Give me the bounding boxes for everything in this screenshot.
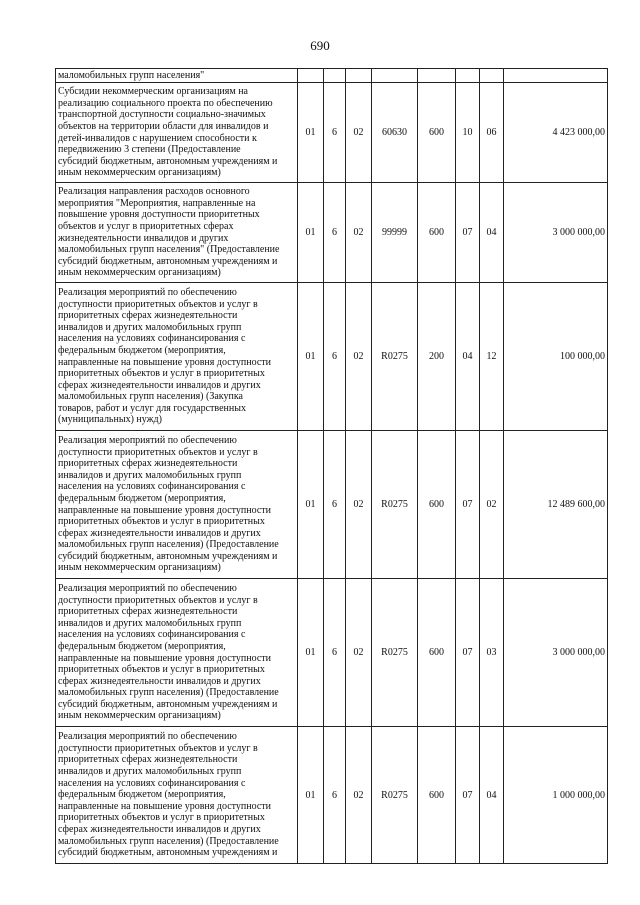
section-code: 07 — [456, 183, 480, 283]
subprogram-code: 6 — [324, 431, 346, 579]
subprogram-code: 6 — [324, 283, 346, 431]
expense-direction-code: R0275 — [372, 579, 418, 727]
page-number: 690 — [310, 38, 330, 53]
table-row — [56, 69, 608, 83]
expense-type-code: 600 — [418, 431, 456, 579]
subprogram-code: 6 — [324, 727, 346, 864]
row-description-text: Реализация направления расходов основного мероприятия "Мероприятия, направленные на повышение уровня доступности приоритетных объектов и услуг в приоритетных сферах жизнедеятельности инвалидов и других маломобильных групп населения" (Предоставление субсидий бюджетным, автономным учреждениям и иным некоммерческим организациям) — [58, 186, 280, 279]
expense-type-code: 600 — [418, 83, 456, 183]
row-amount: 1 000 000,00 — [504, 727, 608, 864]
subsection-code: 12 — [480, 283, 504, 431]
row-amount: 3 000 000,00 — [504, 579, 608, 727]
row-amount: 12 489 600,00 — [504, 431, 608, 579]
main-event-code: 02 — [346, 83, 372, 183]
section-code: 07 — [456, 431, 480, 579]
row-description-text: Реализация мероприятий по обеспечению доступности приоритетных объектов и услуг в приоритетных сферах жизнедеятельности инвалидов и других маломобильных групп населения на условиях софинансирования с федеральным бюджетом (мероприятия, направленные на повышение уровня доступности приоритетных объектов и услуг в приоритетных сферах жизнедеятельности инвалидов и других маломобильных групп населения) (Предоставление субсидий бюджетным, автономным учреждениям и иным некоммерческим организациям) — [58, 582, 279, 722]
expense-direction-code: R0275 — [372, 283, 418, 431]
section-code — [456, 69, 480, 83]
expense-type-code: 600 — [418, 727, 456, 864]
subprogram-code: 6 — [324, 183, 346, 283]
subprogram-code — [324, 69, 346, 83]
subprogram-code: 6 — [324, 83, 346, 183]
section-code: 04 — [456, 283, 480, 431]
program-code: 01 — [298, 283, 324, 431]
subsection-code: 06 — [480, 83, 504, 183]
section-code: 07 — [456, 579, 480, 727]
table-row — [56, 183, 608, 283]
expense-type-code: 600 — [418, 579, 456, 727]
table-row — [56, 579, 608, 727]
row-amount: 4 423 000,00 — [504, 83, 608, 183]
row-description-text: Реализация мероприятий по обеспечению доступности приоритетных объектов и услуг в приоритетных сферах жизнедеятельности инвалидов и других маломобильных групп населения на условиях софинансирования с федеральным бюджетом (мероприятия, направленные на повышение уровня доступности приоритетных объектов и услуг в приоритетных сферах жизнедеятельности инвалидов и других маломобильных групп населения) (Предоставление субсидий бюджетным, автономным учреждениям и — [58, 731, 279, 859]
expense-direction-code: R0275 — [372, 727, 418, 864]
program-code — [298, 69, 324, 83]
row-amount — [504, 69, 608, 83]
main-event-code: 02 — [346, 183, 372, 283]
section-code: 07 — [456, 727, 480, 864]
subsection-code: 04 — [480, 727, 504, 864]
row-description — [56, 283, 298, 431]
main-event-code — [346, 69, 372, 83]
row-description — [56, 579, 298, 727]
program-code: 01 — [298, 579, 324, 727]
table-row — [56, 283, 608, 431]
expense-type-code — [418, 69, 456, 83]
row-description-text: маломобильных групп населения" — [58, 69, 205, 81]
main-event-code: 02 — [346, 727, 372, 864]
expense-direction-code — [372, 69, 418, 83]
table-body — [56, 69, 608, 864]
row-description — [56, 727, 298, 864]
table-row — [56, 83, 608, 183]
subsection-code: 02 — [480, 431, 504, 579]
expense-direction-code: 60630 — [372, 83, 418, 183]
expense-type-code: 600 — [418, 183, 456, 283]
main-event-code: 02 — [346, 431, 372, 579]
row-description-text: Реализация мероприятий по обеспечению доступности приоритетных объектов и услуг в приоритетных сферах жизнедеятельности инвалидов и других маломобильных групп населения на условиях софинансирования с федеральным бюджетом (мероприятия, направленные на повышение уровня доступности приоритетных объектов и услуг в приоритетных сферах жизнедеятельности инвалидов и других маломобильных групп населения) (Закупка товаров, работ и услуг для государственных (муниципальных) нужд) — [58, 286, 271, 426]
expense-direction-code: R0275 — [372, 431, 418, 579]
main-event-code: 02 — [346, 283, 372, 431]
main-event-code: 02 — [346, 579, 372, 727]
program-code: 01 — [298, 431, 324, 579]
subsection-code: 04 — [480, 183, 504, 283]
expense-direction-code: 99999 — [372, 183, 418, 283]
section-code: 10 — [456, 83, 480, 183]
row-amount: 3 000 000,00 — [504, 183, 608, 283]
row-description-text: Субсидии некоммерческим организациям на реализацию социального проекта по обеспечению транспортной доступности социально-значимых объектов на территории области для инвалидов и детей-инвалидов с нарушением способности к передвижению 3 степени (Предоставление субсидий бюджетным, автономным учреждениям и иным некоммерческим организациям) — [58, 86, 278, 179]
row-description — [56, 183, 298, 283]
program-code: 01 — [298, 83, 324, 183]
row-description — [56, 69, 298, 83]
row-description-text: Реализация мероприятий по обеспечению доступности приоритетных объектов и услуг в приоритетных сферах жизнедеятельности инвалидов и других маломобильных групп населения на условиях софинансирования с федеральным бюджетом (мероприятия, направленные на повышение уровня доступности приоритетных объектов и услуг в приоритетных сферах жизнедеятельности инвалидов и других маломобильных групп населения) (Предоставление субсидий бюджетным, автономным учреждениям и иным некоммерческим организациям) — [58, 434, 279, 574]
program-code: 01 — [298, 727, 324, 864]
row-description — [56, 431, 298, 579]
table-row — [56, 727, 608, 864]
budget-table — [55, 68, 608, 864]
program-code: 01 — [298, 183, 324, 283]
subsection-code: 03 — [480, 579, 504, 727]
row-amount: 100 000,00 — [504, 283, 608, 431]
expense-type-code: 200 — [418, 283, 456, 431]
subsection-code — [480, 69, 504, 83]
table-row — [56, 431, 608, 579]
subprogram-code: 6 — [324, 579, 346, 727]
row-description — [56, 83, 298, 183]
